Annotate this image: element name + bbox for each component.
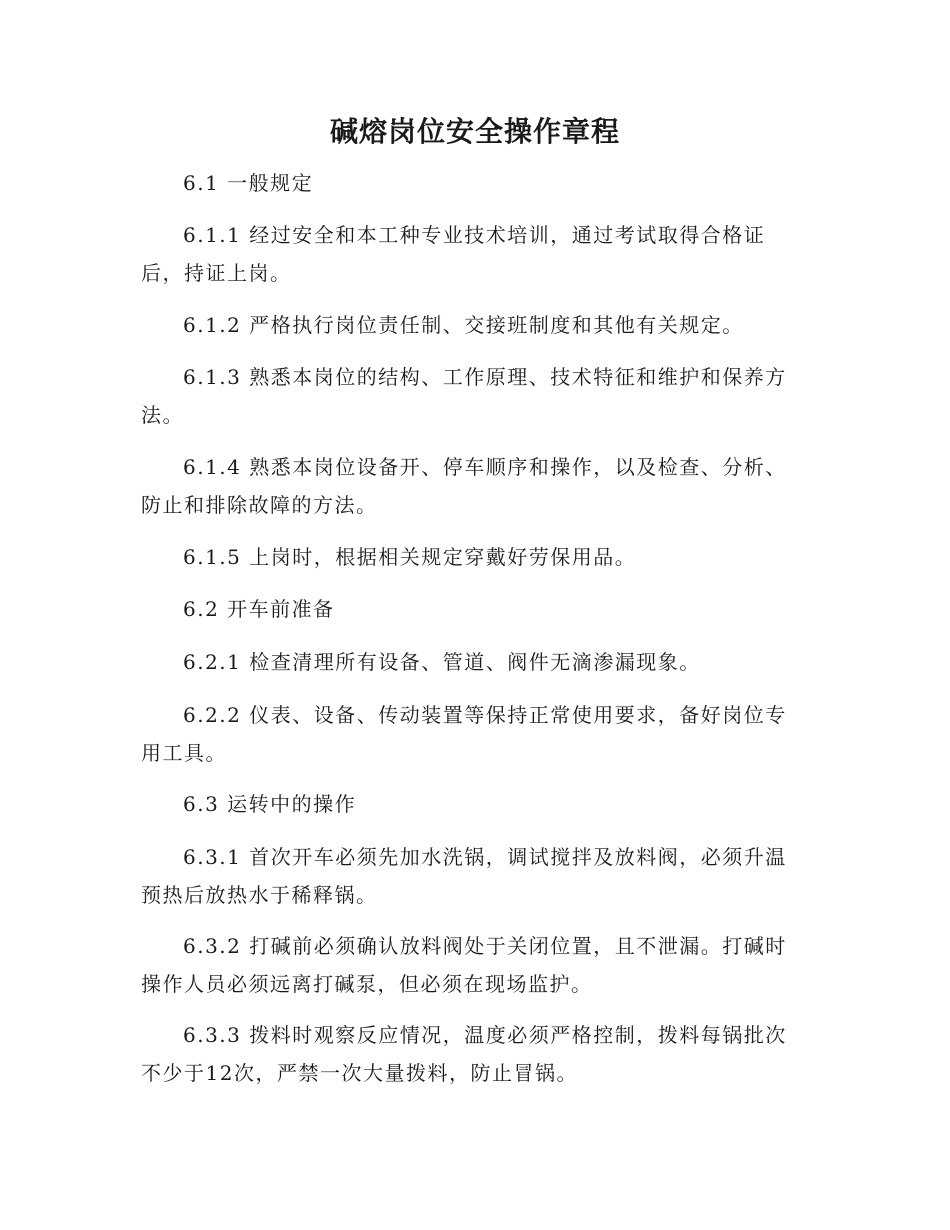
paragraph-6-1-5: 6.1.5 上岗时，根据相关规定穿戴好劳保用品。 — [183, 545, 637, 569]
paragraph-6-2: 6.2 开车前准备 — [183, 597, 335, 621]
paragraph-6-3-3: 6.3.3 拨料时观察反应情况，温度必须严格控制，拨料每锅批次不少于12次，严禁一次大量拨料，防止冒锅。 — [141, 1023, 787, 1085]
paragraph-6-2-2: 6.2.2 仪表、设备、传动装置等保持正常使用要求，备好岗位专用工具。 — [141, 703, 787, 765]
paragraph-6-1: 6.1 一般规定 — [183, 171, 314, 195]
paragraph-6-1-3: 6.1.3 熟悉本岗位的结构、工作原理、技术特征和维护和保养方法。 — [141, 365, 787, 427]
paragraph-6-1-1: 6.1.1 经过安全和本工种专业技术培训，通过考试取得合格证后，持证上岗。 — [141, 223, 766, 285]
paragraph-6-3: 6.3 运转中的操作 — [183, 792, 357, 816]
paragraph-6-3-1: 6.3.1 首次开车必须先加水洗锅，调试搅拌及放料阀，必须升温预热后放热水于稀释锅。 — [141, 845, 787, 907]
paragraph-6-1-2: 6.1.2 严格执行岗位责任制、交接班制度和其他有关规定。 — [183, 313, 744, 337]
paragraph-6-3-2: 6.3.2 打碱前必须确认放料阀处于关闭位置，且不泄漏。打碱时操作人员必须远离打碱泵，但必须在现场监护。 — [141, 934, 787, 996]
document-title: 碱熔岗位安全操作章程 — [329, 115, 620, 148]
paragraph-6-1-4: 6.1.4 熟悉本岗位设备开、停车顺序和操作，以及检查、分析、防止和排除故障的方法。 — [141, 455, 787, 517]
paragraph-6-2-1: 6.2.1 检查清理所有设备、管道、阀件无滴渗漏现象。 — [183, 650, 701, 674]
